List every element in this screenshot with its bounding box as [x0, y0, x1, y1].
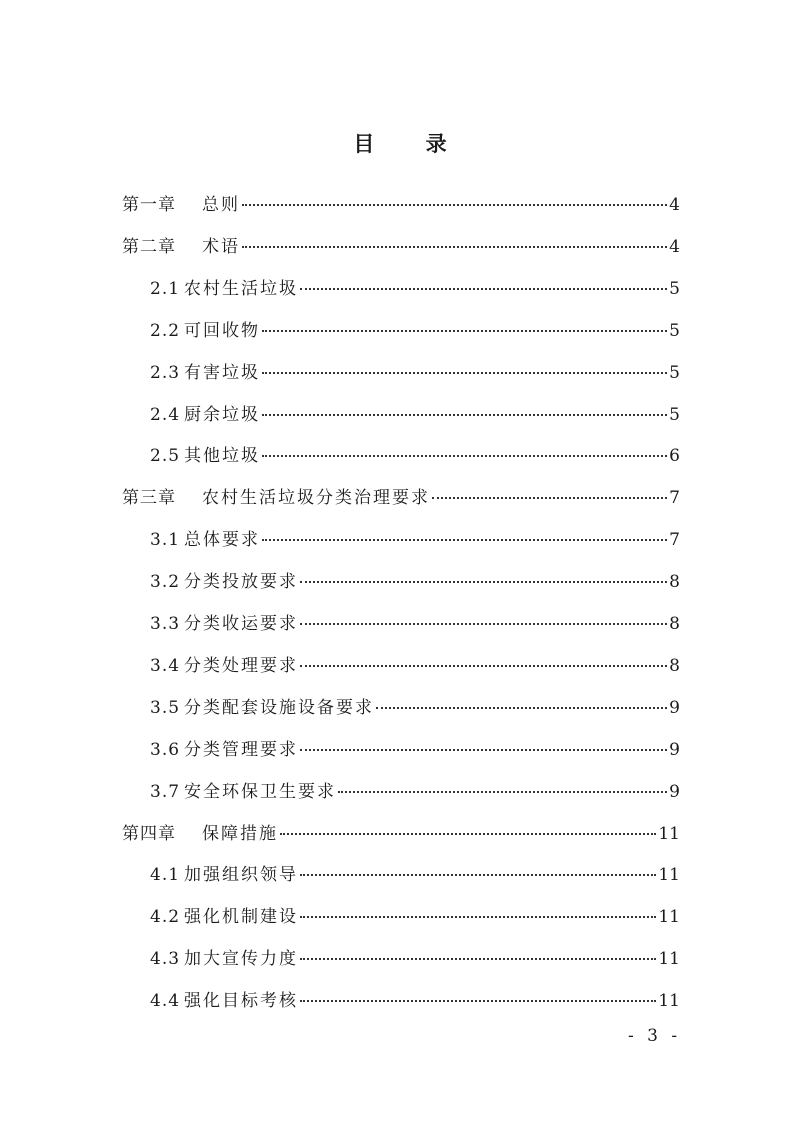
toc-dot-leader — [242, 246, 667, 248]
toc-entry-number: 2.4 — [150, 404, 181, 425]
toc-entry-page: 9 — [669, 697, 680, 718]
toc-entry-title: 有害垃圾 — [184, 362, 261, 383]
toc-entry-page: 9 — [669, 781, 680, 802]
toc-section-entry[interactable] — [150, 651, 680, 683]
toc-section-entry[interactable] — [150, 986, 680, 1018]
toc-entry-page: 7 — [669, 488, 680, 509]
toc-dot-leader — [280, 833, 656, 835]
toc-entry-title: 可回收物 — [184, 320, 261, 341]
toc-dot-leader — [262, 539, 667, 541]
toc-entry-title: 分类处理要求 — [184, 655, 299, 676]
toc-entry-title: 农村生活垃圾分类治理要求 — [202, 488, 430, 509]
toc-dot-leader — [262, 372, 667, 374]
toc-section-entry[interactable] — [150, 944, 680, 976]
page-title: 目 录 — [353, 132, 469, 156]
toc-dot-leader — [300, 665, 667, 667]
toc-entry-number: 3.5 — [150, 697, 181, 718]
toc-dot-leader — [262, 414, 667, 416]
toc-section-entry[interactable] — [150, 860, 680, 892]
toc-entry-page: 8 — [669, 614, 680, 634]
toc-entry-title: 分类收运要求 — [184, 614, 299, 634]
toc-entry-number: 4.4 — [150, 991, 181, 1012]
toc-entry-number: 3.4 — [150, 655, 181, 676]
toc-entry-number: 第三章 — [122, 488, 176, 509]
toc-entry-page: 5 — [669, 320, 680, 341]
toc-entry-number: 4.3 — [150, 949, 181, 970]
toc-entry-number: 2.1 — [150, 278, 181, 299]
toc-dot-leader — [300, 749, 667, 751]
toc-dot-leader — [242, 204, 667, 206]
toc-entry-title: 分类管理要求 — [184, 739, 299, 760]
toc-entry-page: 11 — [658, 907, 680, 928]
toc-entry-page: 5 — [669, 278, 680, 299]
toc-entry-number: 4.2 — [150, 907, 181, 928]
toc-entry-number: 3.6 — [150, 739, 181, 760]
toc-section-entry[interactable] — [150, 693, 680, 725]
toc-dot-leader — [262, 330, 667, 332]
toc-entry-title: 其他垃圾 — [184, 446, 261, 467]
toc-dot-leader — [300, 958, 656, 960]
toc-entry-title: 总则 — [202, 195, 240, 215]
toc-chapter-entry[interactable] — [122, 819, 680, 851]
toc-entry-page: 5 — [669, 362, 680, 383]
toc-section-entry[interactable] — [150, 777, 680, 809]
toc-chapter-entry[interactable] — [122, 483, 680, 515]
page-number: - 3 - — [628, 1026, 682, 1046]
toc-entry-page: 11 — [658, 991, 680, 1012]
toc-section-entry[interactable] — [150, 902, 680, 934]
toc-section-entry[interactable] — [150, 274, 680, 306]
toc-entry-page: 8 — [669, 572, 680, 593]
toc-entry-page: 4 — [669, 236, 680, 257]
toc-dot-leader — [300, 288, 667, 290]
toc-entry-number: 4.1 — [150, 865, 181, 886]
toc-section-entry[interactable] — [150, 567, 680, 599]
toc-entry-number: 3.7 — [150, 781, 181, 802]
toc-entry-title: 安全环保卫生要求 — [184, 781, 337, 802]
toc-dot-leader — [376, 707, 667, 709]
toc-chapter-entry[interactable] — [122, 232, 680, 264]
toc-dot-leader — [300, 1000, 656, 1002]
toc-entry-page: 8 — [669, 655, 680, 676]
toc-entry-title: 强化机制建设 — [184, 907, 299, 928]
toc-entry-number: 2.5 — [150, 446, 181, 467]
toc-entry-page: 11 — [658, 949, 680, 970]
toc-entry-title: 农村生活垃圾 — [184, 278, 299, 299]
toc-entry-number: 2.3 — [150, 362, 181, 383]
toc-dot-leader — [300, 874, 656, 876]
toc-entry-page: 4 — [669, 195, 680, 215]
toc-dot-leader — [432, 497, 667, 499]
toc-entry-title: 保障措施 — [202, 823, 278, 844]
toc-entry-number: 3.3 — [150, 614, 181, 634]
toc-entry-number: 第一章 — [122, 195, 176, 215]
toc-entry-page: 6 — [669, 446, 680, 467]
toc-entry-page: 7 — [669, 530, 680, 551]
toc-section-entry[interactable] — [150, 400, 680, 432]
toc-entry-title: 加大宣传力度 — [184, 949, 299, 970]
toc-section-entry[interactable] — [150, 735, 680, 767]
toc-entry-page: 9 — [669, 739, 680, 760]
toc-section-entry[interactable] — [150, 358, 680, 390]
toc-entry-title: 分类投放要求 — [184, 572, 299, 593]
toc-section-entry[interactable] — [150, 525, 680, 557]
toc-entry-page: 11 — [658, 865, 680, 886]
toc-dot-leader — [262, 455, 667, 457]
toc-section-entry[interactable] — [150, 441, 680, 473]
toc-dot-leader — [300, 916, 656, 918]
toc-entry-title: 厨余垃圾 — [184, 404, 261, 425]
toc-entry-number: 3.1 — [150, 530, 181, 551]
toc-entry-number: 第四章 — [122, 823, 176, 844]
toc-entry-title: 加强组织领导 — [184, 865, 299, 886]
toc-entry-number: 2.2 — [150, 320, 181, 341]
toc-entry-page: 11 — [658, 823, 680, 844]
toc-section-entry[interactable] — [150, 609, 680, 641]
toc-section-entry[interactable] — [150, 316, 680, 348]
toc-dot-leader — [300, 581, 667, 583]
toc-entry-page: 5 — [669, 404, 680, 425]
toc-entry-title: 强化目标考核 — [184, 991, 299, 1012]
toc-entry-number: 第二章 — [122, 236, 176, 257]
toc-entry-title: 分类配套设施设备要求 — [184, 697, 375, 718]
toc-dot-leader — [300, 623, 667, 625]
toc-entry-title: 总体要求 — [184, 530, 261, 551]
toc-dot-leader — [338, 791, 667, 793]
toc-chapter-entry[interactable] — [122, 190, 680, 222]
toc-entry-number: 3.2 — [150, 572, 181, 593]
toc-entry-title: 术语 — [202, 236, 240, 257]
